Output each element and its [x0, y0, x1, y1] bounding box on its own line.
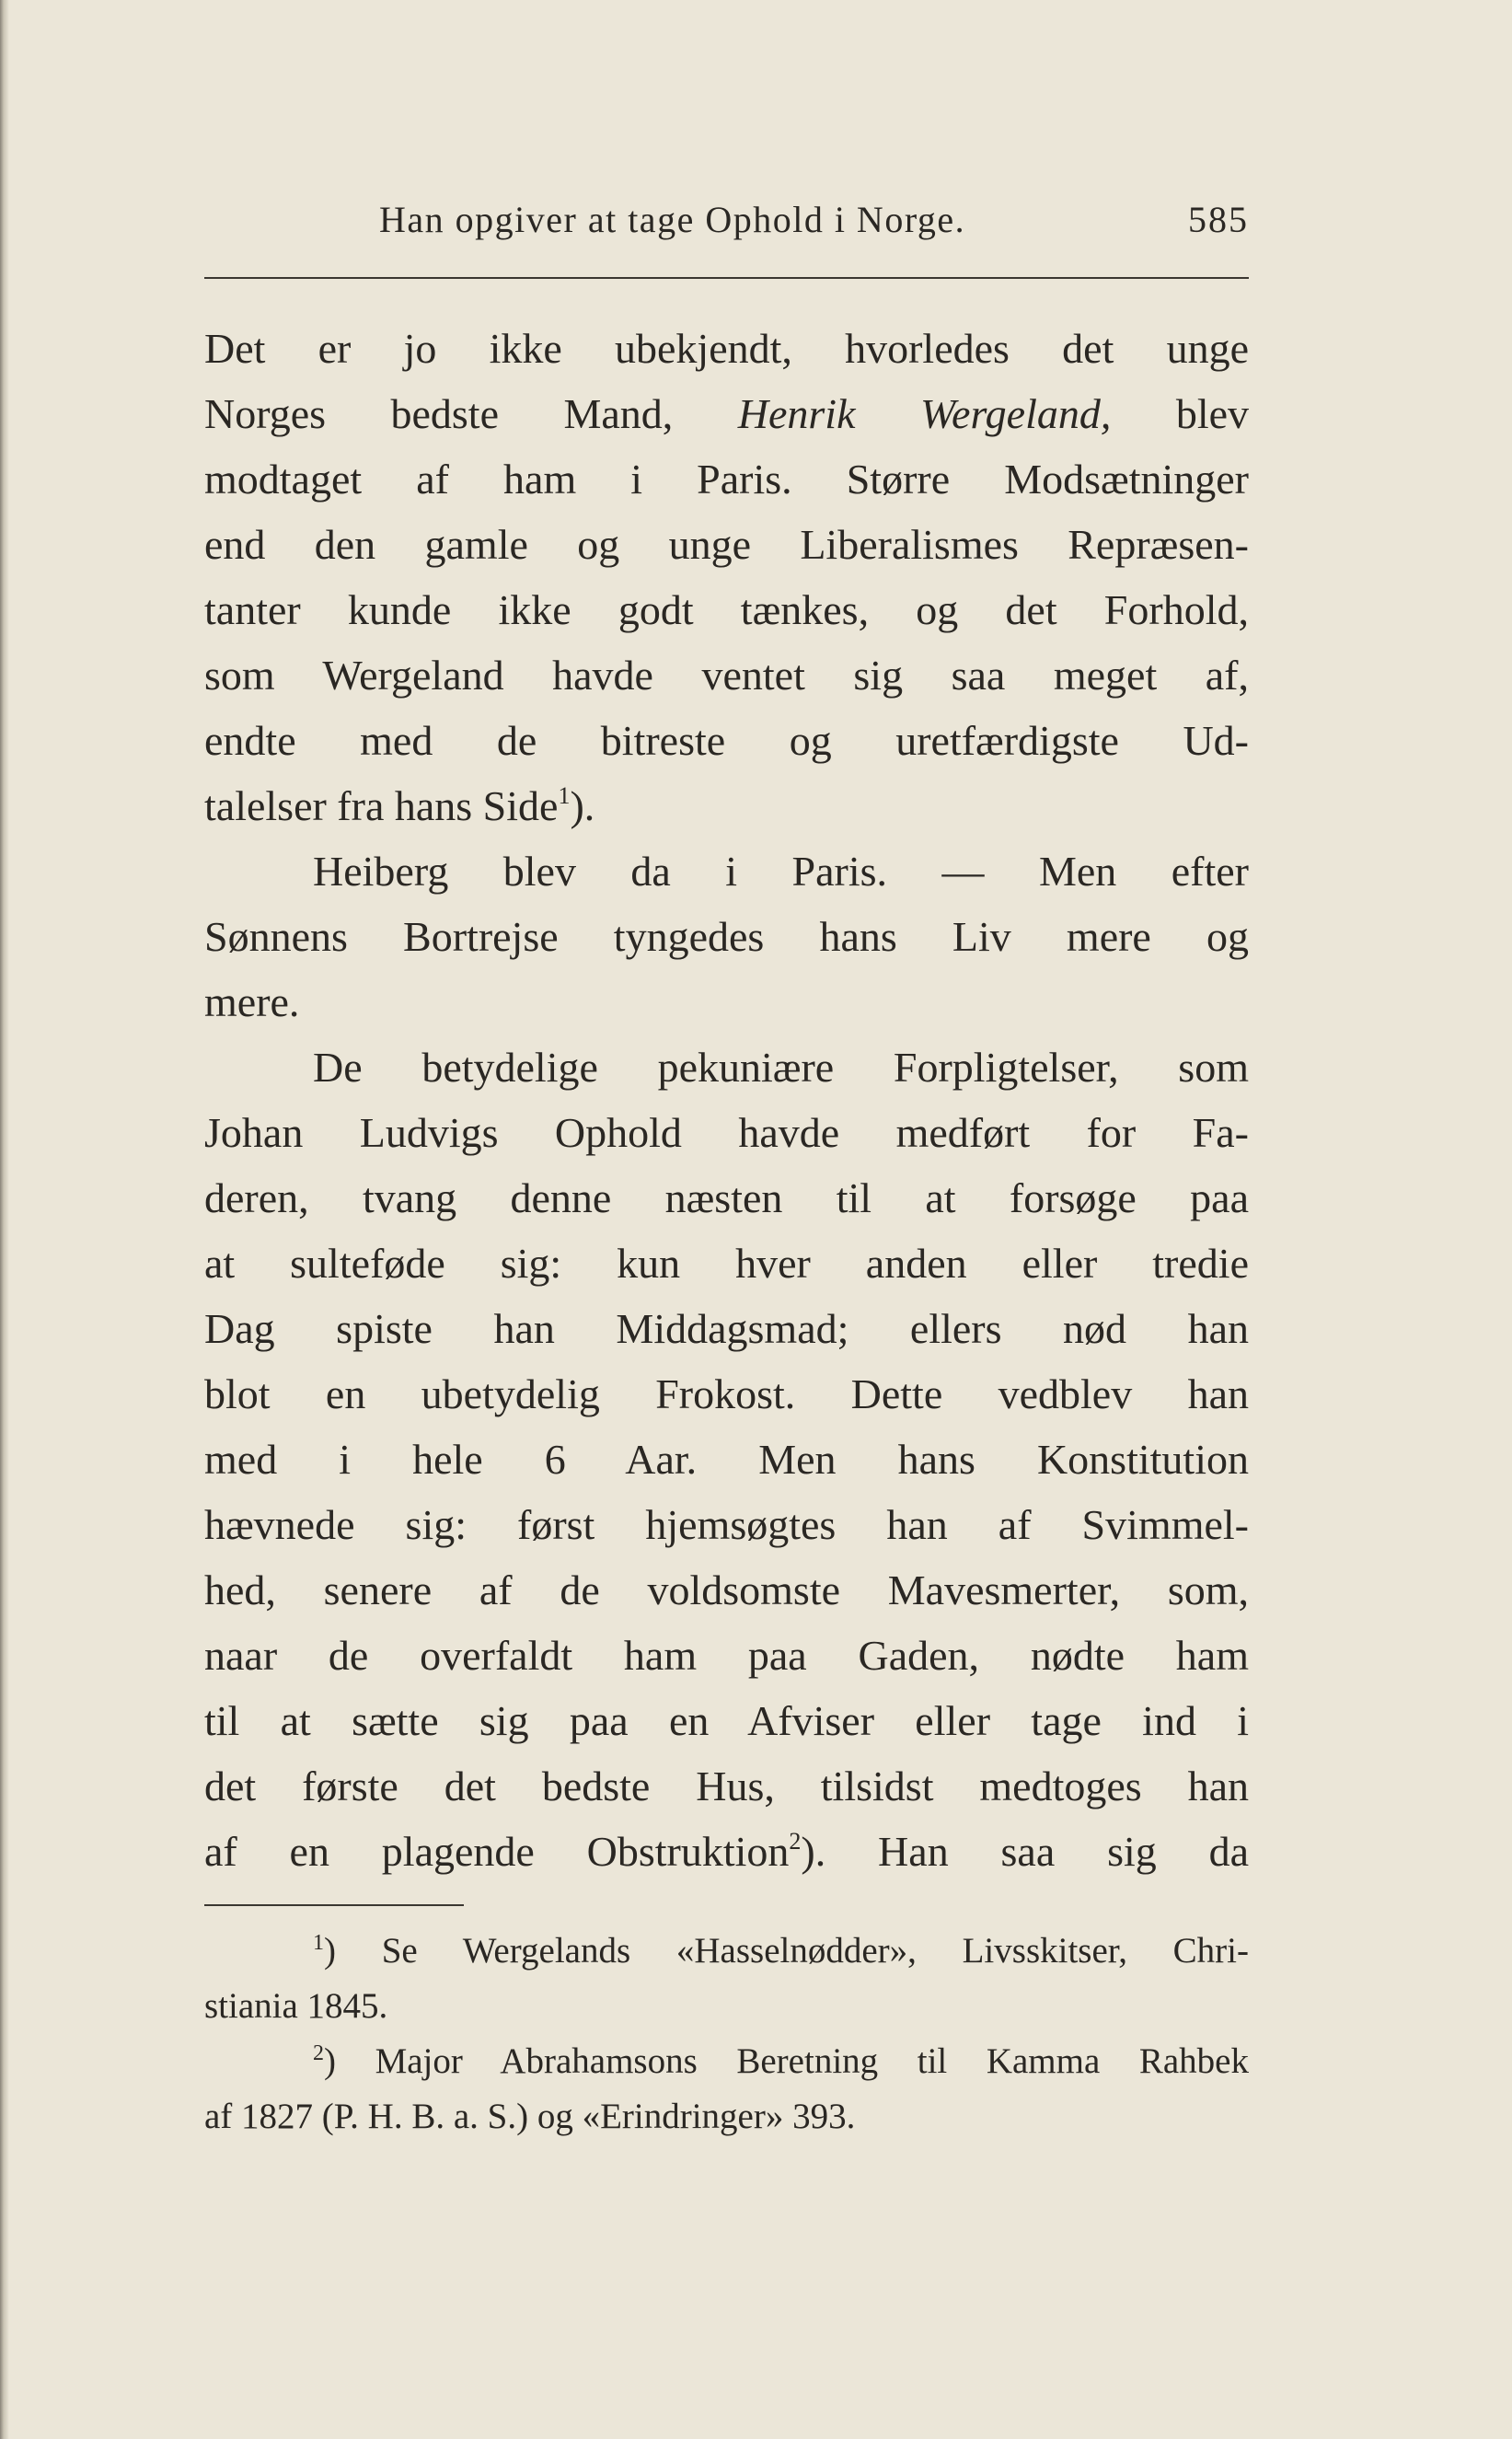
text-line: hed, senere af de voldsomste Mavesmerter, som,	[204, 1566, 1249, 1613]
footnote-ref: 1	[558, 782, 571, 809]
footnote-1	[204, 1924, 1249, 1979]
text-line: endte med de bitreste og uretfærdigste Ud-	[204, 717, 1249, 764]
running-head	[204, 198, 1249, 253]
text-segment: talelser fra hans Side	[204, 782, 559, 829]
footnote-mark: 2	[313, 2041, 324, 2065]
text-line: Dag spiste han Middagsmad; ellers nød han	[204, 1305, 1249, 1352]
footnote-ref: 2	[789, 1828, 802, 1855]
text-line: det første det bedste Hus, tilsidst medtoges han	[204, 1763, 1249, 1809]
text-segment: Norges bedste Mand,	[204, 390, 674, 437]
footnotes	[204, 1924, 1249, 2144]
footnote-1-cont: stiania 1845.	[204, 1986, 388, 2026]
text-line: mere.	[204, 978, 300, 1025]
text-line	[204, 773, 1249, 838]
text-line: tanter kunde ikke godt tænkes, og det Forhold,	[204, 586, 1249, 633]
italic-name: Henrik Wergeland,	[737, 390, 1112, 437]
text-line: deren, tvang denne næsten til at forsøge paa	[204, 1174, 1249, 1221]
text-line: til at sætte sig paa en Afviser eller tage ind i	[204, 1697, 1249, 1744]
text-line: De betydelige pekuniære Forpligtelser, som	[313, 1044, 1249, 1091]
text-line: Det er jo ikke ubekjendt, hvorledes det unge	[204, 325, 1249, 372]
page-edge	[0, 0, 9, 2439]
text-line: hævnede sig: først hjemsøgtes han af Svimmel-	[204, 1501, 1249, 1548]
footnote-rule	[204, 1904, 464, 1906]
footnote-2-cont: af 1827 (P. H. B. a. S.) og «Erindringer» 393.	[204, 2097, 856, 2136]
header-rule	[204, 277, 1249, 279]
text-line: Johan Ludvigs Ophold havde medført for Fa-	[204, 1109, 1249, 1156]
footnote-text: ) Se Wergelands «Hasselnødder», Livsskitser, Chri-	[324, 1931, 1249, 1971]
footnote-mark: 1	[313, 1931, 324, 1955]
text-segment: ).	[570, 782, 595, 829]
text-line: Heiberg blev da i Paris. — Men efter	[313, 848, 1249, 895]
text-line: modtaget af ham i Paris. Større Modsætninger	[204, 456, 1249, 503]
text-segment: ). Han saa sig da	[801, 1828, 1249, 1875]
text-line: at sulteføde sig: kun hver anden eller tredie	[204, 1240, 1249, 1287]
text-line: end den gamle og unge Liberalismes Repræsen-	[204, 521, 1249, 568]
text-segment: af en plagende Obstruktion	[204, 1828, 790, 1875]
footnote-text: ) Major Abrahamsons Beretning til Kamma Rahbek	[324, 2041, 1249, 2081]
text-segment: blev	[1175, 390, 1249, 437]
page-number: 585	[1188, 199, 1249, 240]
text-line	[204, 1819, 1249, 1884]
text-line: Sønnens Bortrejse tyngedes hans Liv mere og	[204, 913, 1249, 960]
text-line: med i hele 6 Aar. Men hans Konstitution	[204, 1436, 1249, 1483]
footnote-2	[204, 2034, 1249, 2089]
text-line: blot en ubetydelig Frokost. Dette vedblev han	[204, 1370, 1249, 1417]
body-text	[204, 316, 1249, 1884]
text-line: naar de overfaldt ham paa Gaden, nødte ham	[204, 1632, 1249, 1679]
running-title: Han opgiver at tage Ophold i Norge.	[379, 199, 966, 240]
text-line	[204, 381, 1249, 446]
text-line: som Wergeland havde ventet sig saa meget af,	[204, 652, 1249, 699]
